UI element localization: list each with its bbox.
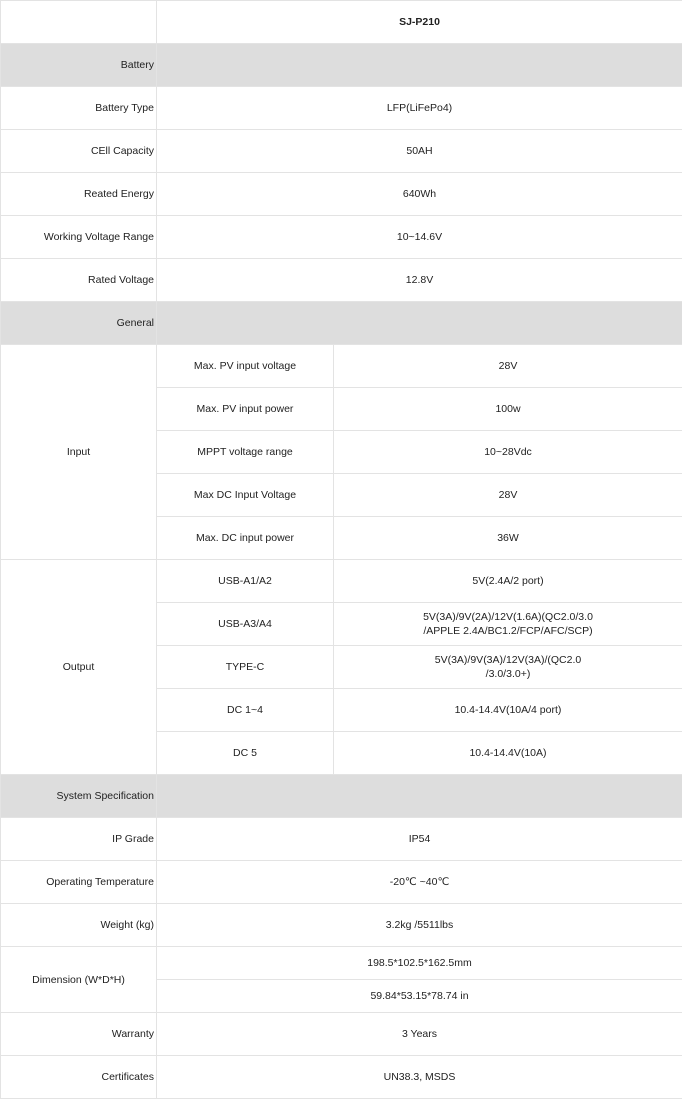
spec-row-ip-grade	[1, 818, 682, 861]
spec-label: Battery Type	[1, 87, 157, 130]
section-row-system	[1, 775, 682, 818]
section-fill	[157, 775, 682, 818]
section-title-general: General	[1, 302, 157, 345]
sub-value: 100w	[334, 388, 682, 431]
model-name: SJ-P210	[157, 1, 682, 44]
spec-label: Certificates	[1, 1056, 157, 1099]
spec-value: IP54	[157, 818, 682, 861]
section-fill	[157, 44, 682, 87]
sub-value: 28V	[334, 345, 682, 388]
sub-label: USB-A3/A4	[157, 603, 334, 646]
sub-label: Max. DC input power	[157, 517, 334, 560]
spec-label: CEll Capacity	[1, 130, 157, 173]
spec-value: 12.8V	[157, 259, 682, 302]
model-header-row	[1, 1, 682, 44]
spec-row-operating-temperature	[1, 861, 682, 904]
group-label-output: Output	[1, 560, 157, 775]
spec-value: 3.2kg /5511lbs	[157, 904, 682, 947]
sub-value: 36W	[334, 517, 682, 560]
section-row-general	[1, 302, 682, 345]
spec-value: LFP(LiFePo4)	[157, 87, 682, 130]
spec-row-warranty	[1, 1013, 682, 1056]
spec-row-weight	[1, 904, 682, 947]
spec-label: Rated Voltage	[1, 259, 157, 302]
section-title-battery: Battery	[1, 44, 157, 87]
sub-value-line: /APPLE 2.4A/BC1.2/FCP/AFC/SCP)	[423, 625, 593, 637]
sub-label: Max. PV input voltage	[157, 345, 334, 388]
output-row	[1, 560, 682, 603]
spec-label: Warranty	[1, 1013, 157, 1056]
spec-value: 640Wh	[157, 173, 682, 216]
sub-value: 5V(2.4A/2 port)	[334, 560, 682, 603]
header-empty-cell	[1, 1, 157, 44]
section-row-battery	[1, 44, 682, 87]
spec-row-battery-type	[1, 87, 682, 130]
sub-label: DC 1~4	[157, 689, 334, 732]
sub-label: MPPT voltage range	[157, 431, 334, 474]
sub-value-line: 5V(3A)/9V(3A)/12V(3A)/(QC2.0	[434, 654, 582, 666]
spec-row-dimension	[1, 947, 682, 980]
sub-value: 10.4-14.4V(10A)	[334, 732, 682, 775]
sub-value-line: 5V(3A)/9V(2A)/12V(1.6A)(QC2.0/3.0	[423, 611, 593, 623]
sub-value-multiline	[334, 646, 682, 689]
sub-label: DC 5	[157, 732, 334, 775]
sub-label: TYPE-C	[157, 646, 334, 689]
sub-value-line: /3.0/3.0+)	[485, 668, 531, 680]
section-title-system: System Specification	[1, 775, 157, 818]
input-row	[1, 345, 682, 388]
group-label-input: Input	[1, 345, 157, 560]
sub-label: Max. PV input power	[157, 388, 334, 431]
spec-label: IP Grade	[1, 818, 157, 861]
spec-label: Working Voltage Range	[1, 216, 157, 259]
sub-label: Max DC Input Voltage	[157, 474, 334, 517]
spec-value: 50AH	[157, 130, 682, 173]
sub-label: USB-A1/A2	[157, 560, 334, 603]
spec-label: Operating Temperature	[1, 861, 157, 904]
spec-row-certificates	[1, 1056, 682, 1099]
sub-value: 28V	[334, 474, 682, 517]
spec-label: Reated Energy	[1, 173, 157, 216]
spec-value-mm: 198.5*102.5*162.5mm	[157, 947, 682, 980]
spec-value: 3 Years	[157, 1013, 682, 1056]
spec-row-rated-energy	[1, 173, 682, 216]
spec-row-voltage-range	[1, 216, 682, 259]
spec-label: Weight (kg)	[1, 904, 157, 947]
spec-label: Dimension (W*D*H)	[1, 947, 157, 1013]
spec-value: UN38.3, MSDS	[157, 1056, 682, 1099]
spec-row-cell-capacity	[1, 130, 682, 173]
spec-value-in: 59.84*53.15*78.74 in	[157, 980, 682, 1013]
spec-row-rated-voltage	[1, 259, 682, 302]
sub-value: 10~28Vdc	[334, 431, 682, 474]
sub-value-multiline	[334, 603, 682, 646]
section-fill	[157, 302, 682, 345]
sub-value: 10.4-14.4V(10A/4 port)	[334, 689, 682, 732]
spec-value: 10~14.6V	[157, 216, 682, 259]
spec-value: -20℃ ~40℃	[157, 861, 682, 904]
